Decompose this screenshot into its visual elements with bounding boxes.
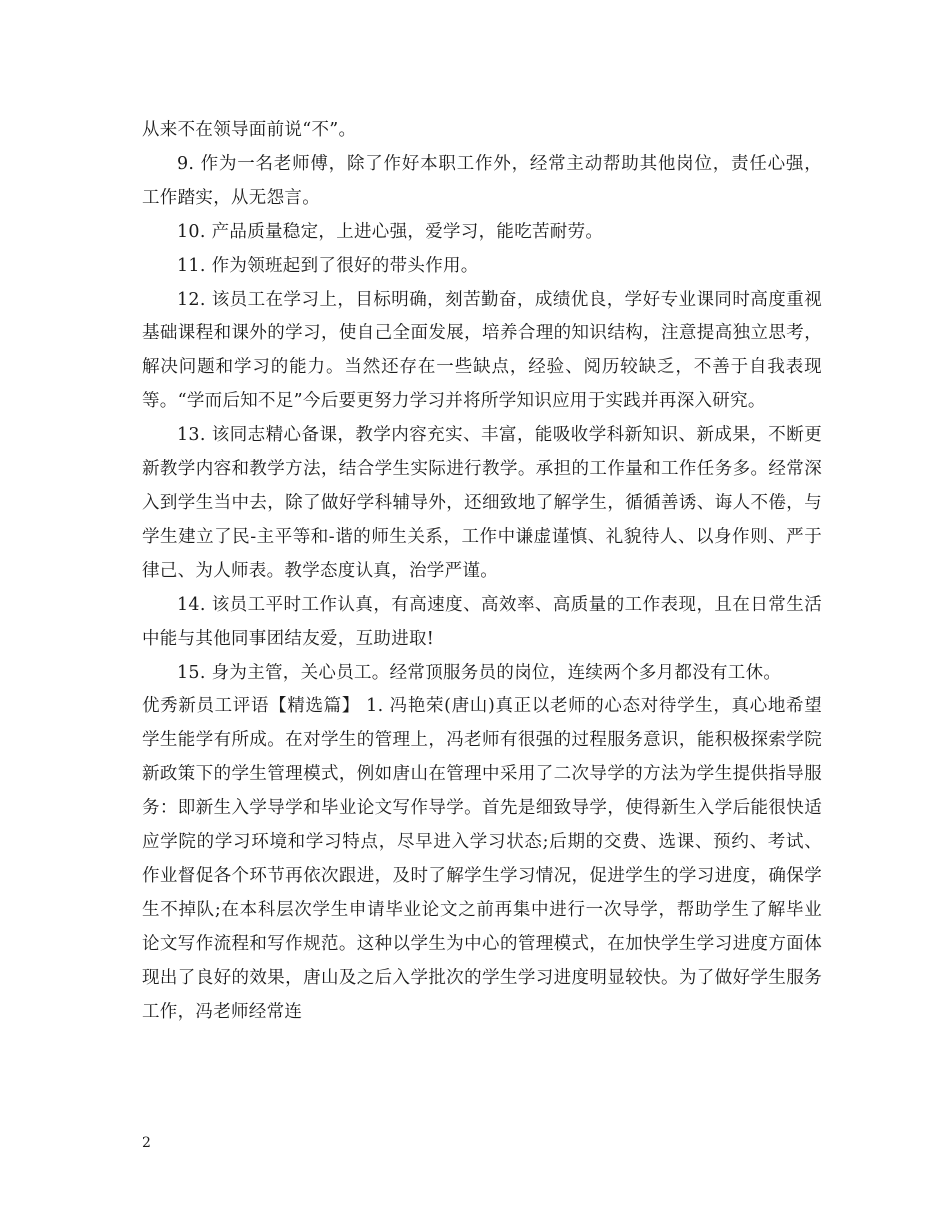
- paragraph-item-12: 12. 该员工在学习上，目标明确，刻苦勤奋，成绩优良，学好专业课同时高度重视基础课程和课外的学习，使自己全面发展，培养合理的知识结构，注意提高独立思考，解决问题和学习的能力。当然还存在一些缺点，经验、阅历较缺乏，不善于自我表现等。“学而后知不足”今后要更努力学习并将所学知识应用于实践并再深入研究。: [142, 289, 822, 412]
- paragraph-section-selected: 优秀新员工评语【精选篇】 1. 冯艳荣(唐山)真正以老师的心态对待学生，真心地希望学生能学有所成。在对学生的管理上，冯老师有很强的过程服务意识，能积极探索学院新政策下的学生管理模式，例如唐山在管理中采用了二次导学的方法为学生提供指导服务：即新生入学导学和毕业论文写作导学。首先是细致导学，使得新生入学后能很快适应学院的学习环境和学习特点，尽早进入学习状态;后期的交费、选课、预约、考试、作业督促各个环节再依次跟进，及时了解学生学习情况，促进学生的学习进度，确保学生不掉队;在本科层次学生申请毕业论文之前再集中进行一次导学，帮助学生了解毕业论文写作流程和写作规范。这种以学生为中心的管理模式，在加快学生学习进度方面体现出了良好的效果，唐山及之后入学批次的学生学习进度明显较快。为了做好学生服务工作，冯老师经常连: [142, 696, 822, 1022]
- paragraph-item-14: 14. 该员工平时工作认真，有高速度、高效率、高质量的工作表现，且在日常生活中能与其他同事团结友爱，互助进取!: [142, 594, 822, 649]
- paragraph-item-15: 15. 身为主管，关心员工。经常顶服务员的岗位，连续两个多月都没有工休。: [177, 662, 782, 683]
- page-number: 2: [142, 1135, 151, 1151]
- paragraph-item-9: 9. 作为一名老师傅，除了作好本职工作外，经常主动帮助其他岗位，责任心强，工作踏实，从无怨言。: [142, 153, 822, 208]
- paragraph-continuation: 从来不在领导面前说“不”。: [142, 120, 357, 140]
- paragraph-item-10: 10. 产品质量稳定，上进心强，爱学习，能吃苦耐劳。: [177, 221, 604, 242]
- document-body: [142, 114, 822, 1029]
- paragraph-item-13: 13. 该同志精心备课，教学内容充实、丰富，能吸收学科新知识、新成果，不断更新教学内容和教学方法，结合学生实际进行教学。承担的工作量和工作任务多。经常深入到学生当中去，除了做好学科辅导外，还细致地了解学生，循循善诱、诲人不倦，与学生建立了民-主平等和-谐的师生关系，工作中谦虚谨慎、礼貌待人、以身作则、严于律己、为人师表。教学态度认真，治学严谨。: [142, 425, 822, 581]
- paragraph-item-11: 11. 作为领班起到了很好的带头作用。: [177, 255, 479, 276]
